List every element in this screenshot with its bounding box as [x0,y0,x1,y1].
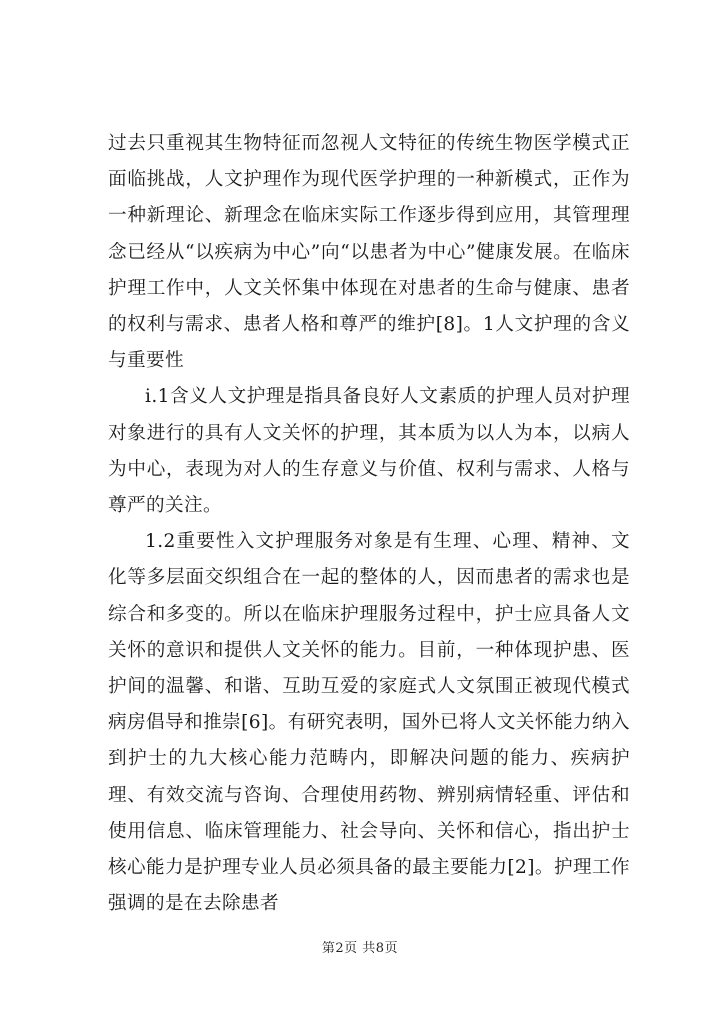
paragraph-importance: 1.2重要性入文护理服务对象是有生理、心理、精神、文化等多层面交织组合在一起的整体的人，因而患者的需求也是综合和多变的。所以在临床护理服务过程中，护士应具备人文关怀的意识和提供人文关怀的能力。目前，一种体现护患、医护间的温馨、和谐、互助互爱的家庭式人文氛围正被现代模式病房倡导和推崇[6]。有研究表明，国外已将人文关怀能力纳入到护士的九大核心能力范畴内，即解决问题的能力、疾病护理、有效交流与咨询、合理使用药物、辨别病情轻重、评估和使用信息、临床管理能力、社会导向、关怀和信心，指出护士核心能力是护理专业人员必须具备的最主要能力[2]。护理工作强调的是在去除患者 [108,531,630,915]
page-footer [0,937,720,956]
page-number-indicator: 第2页 共8页 [321,941,399,956]
document-body [108,126,630,922]
paragraph-intro: 过去只重视其生物特征而忽视人文特征的传统生物医学模式正面临挑战，人文护理作为现代医学护理的一种新模式，正作为一种新理论、新理念在临床实际工作逐步得到应用，其管理理念已经从“以疾病为中心”向“以患者为中心”健康发展。在临床护理工作中，人文关怀集中体现在对患者的生命与健康、患者的权利与需求、患者人格和尊严的维护[8]。1人文护理的含义与重要性 [108,133,630,372]
paragraph-definition: i.1含义人文护理是指具备良好人文素质的护理人员对护理对象进行的具有人文关怀的护理，其本质为以人为本，以病人为中心，表现为对人的生存意义与价值、权利与需求、人格与尊严的关注。 [108,386,630,517]
